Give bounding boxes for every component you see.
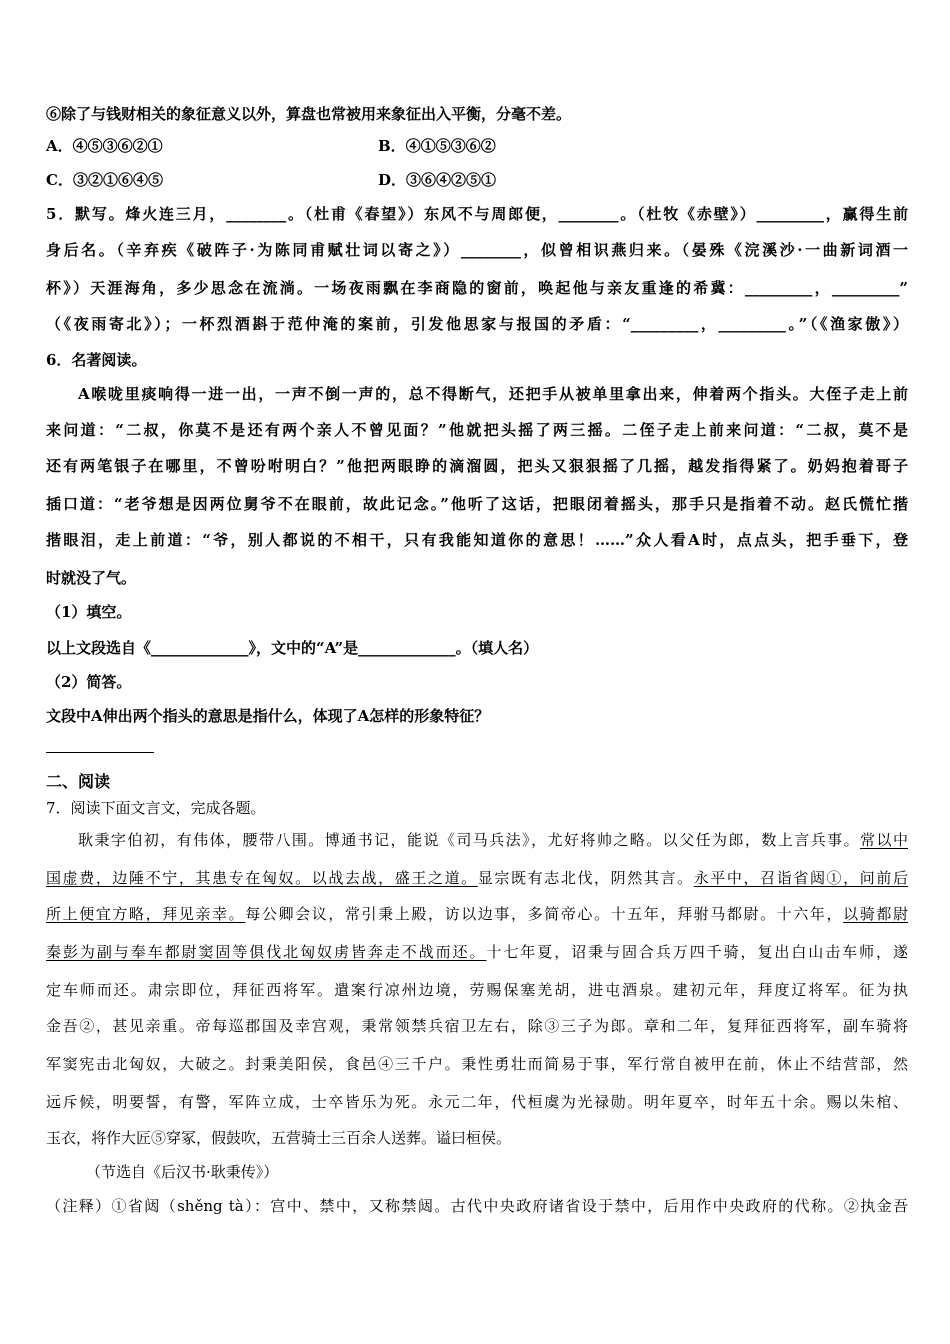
option-b-text: ④①⑤③⑥② [405,137,496,155]
q7-passage-line-9: 玉衣，将作大匠⑤穿冢，假鼓吹，五营骑士三百余人送葬。谥曰桓侯。 [46,1129,512,1147]
q7-note: （注释）①省闼（shěng tà）：宫中、禁中，又称禁闼。古代中央政府诸省设于禁中，后用作中央政府的代称。②执金吾 [46,1197,908,1215]
option-c-text: ③②①⑥④⑤ [72,171,163,189]
q5-line-4: （《夜雨寄北》）；一杯烈酒斟于范仲淹的案前，引发他思家与报国的矛盾：“_________，_________。”（《渔家傲》） [46,315,908,333]
q6-sub1-text: 以上文段选自《_____________》，文中的“A”是_____________。（填人名） [46,639,539,657]
q7-passage-line-8: 远斥候，明要誓，有警，军阵立成，士卒皆乐为死。永元二年，代桓虞为光禄勋。明年夏卒，时年五十余。赐以朱棺、 [46,1093,908,1111]
q4-item6: ⑥除了与钱财相关的象征意义以外，算盘也常被用来象征出入平衡，分毫不差。 [46,105,572,123]
q6-sub1-label: （1）填空。 [46,603,132,621]
q6-passage-line-3: 还有两笔银子在哪里，不曾吩咐明白？”他把两眼睁的滴溜圆，把头又狠狠摇了几摇，越发指得紧了。奶妈抱着哥子 [46,457,908,475]
option-a-text: ④⑤③⑥②① [72,137,163,155]
option-d-letter: D． [378,171,407,189]
option-b-letter: B． [378,137,406,155]
q4-options-row1 [46,136,496,156]
q7-passage-line-2: 国虚费，边陲不宁，其患专在匈奴。以战去战，盛王之道。显宗既有志北伐，阴然其言。永平中，召诣省闼①，问前后 [46,869,908,887]
q6-passage-line-2: 来问道：“二叔，你莫不是还有两个亲人不曾见面？”他就把头摇了两三摇。二侄子走上前来问道：“二叔，莫不是 [46,421,908,439]
q6-title: 6．名著阅读。 [46,351,147,369]
q7-title: 7．阅读下面文言文，完成各题。 [46,799,266,817]
q7-passage-line-7: 军窦宪击北匈奴，大破之。封秉美阳侯，食邑④三千户。秉性勇壮而简易于事，军行常自被甲在前，休止不结营部，然 [46,1055,908,1073]
q4-options-row2 [46,170,497,190]
q6-sub2-label: （2）简答。 [46,673,132,691]
q6-passage-line-6: 时就没了气。 [46,569,137,587]
q7-source: （节选自《后汉书·耿秉传》） [86,1163,279,1181]
q6-passage-line-4: 插口道：“老爷想是因两位舅爷不在眼前，故此记念。”他听了这话，把眼闭着摇头，那手只是指着不动。赵氏慌忙揩 [46,495,908,513]
option-c-letter: C． [46,171,73,189]
answer-line [46,752,154,753]
q5-line-2: 身后名。（辛弃疾《破阵子·为陈同甫赋壮词以寄之》）________，似曾相识燕归来。（晏殊《浣溪沙·一曲新词酒一 [46,241,908,259]
q7-passage-line-5: 定车师而还。肃宗即位，拜征西将军。遣案行凉州边境，劳赐保塞羌胡，进屯酒泉。建初元年，拜度辽将军。征为执 [46,981,908,999]
q6-passage-line-5: 揩眼泪，走上前道：“爷，别人都说的不相干，只有我能知道你的意思！……”众人看A时，点点头，把手垂下，登 [46,531,908,549]
q6-passage-line-1: A喉咙里痰响得一进一出，一声不倒一声的，总不得断气，还把手从被单里拿出来，伸着两个指头。大侄子走上前 [78,385,908,403]
q5-line-1: 5．默写。烽火连三月，________。（杜甫《春望》）东风不与周郎便，________。（杜牧《赤壁》）_________，赢得生前 [46,205,908,223]
q7-passage-line-3: 所上便宜方略，拜见亲幸。每公卿会议，常引秉上殿，访以边事，多简帝心。十五年，拜驸马都尉。十六年，以骑都尉 [46,905,908,923]
option-a-letter: A． [46,137,73,155]
q5-line-3: 杯》）天涯海角，多少思念在流淌。一场夜雨飘在李商隐的窗前，唤起他与亲友重逢的希冀：_________，_________” [46,279,908,297]
q7-passage-line-4: 秦彭为副与奉车都尉窦固等俱伐北匈奴虏皆奔走不战而还。十七年夏，诏秉与固合兵万四千骑，复出白山击车师，遂 [46,943,908,961]
option-d-text: ③⑥④②⑤① [406,171,497,189]
q7-passage-line-1: 耿秉字伯初，有伟体，腰带八围。博通书记，能说《司马兵法》，尤好将帅之略。以父任为郎，数上言兵事。常以中 [78,831,908,849]
q7-passage-line-6: 金吾②，甚见亲重。帝每巡郡国及幸宫观，秉常领禁兵宿卫左右，除③三子为郎。章和二年，复拜征西将军，副车骑将 [46,1017,908,1035]
section2-title: 二、阅读 [46,772,111,791]
q6-sub2-text: 文段中A伸出两个指头的意思是指什么，体现了A怎样的形象特征？ [46,707,490,725]
